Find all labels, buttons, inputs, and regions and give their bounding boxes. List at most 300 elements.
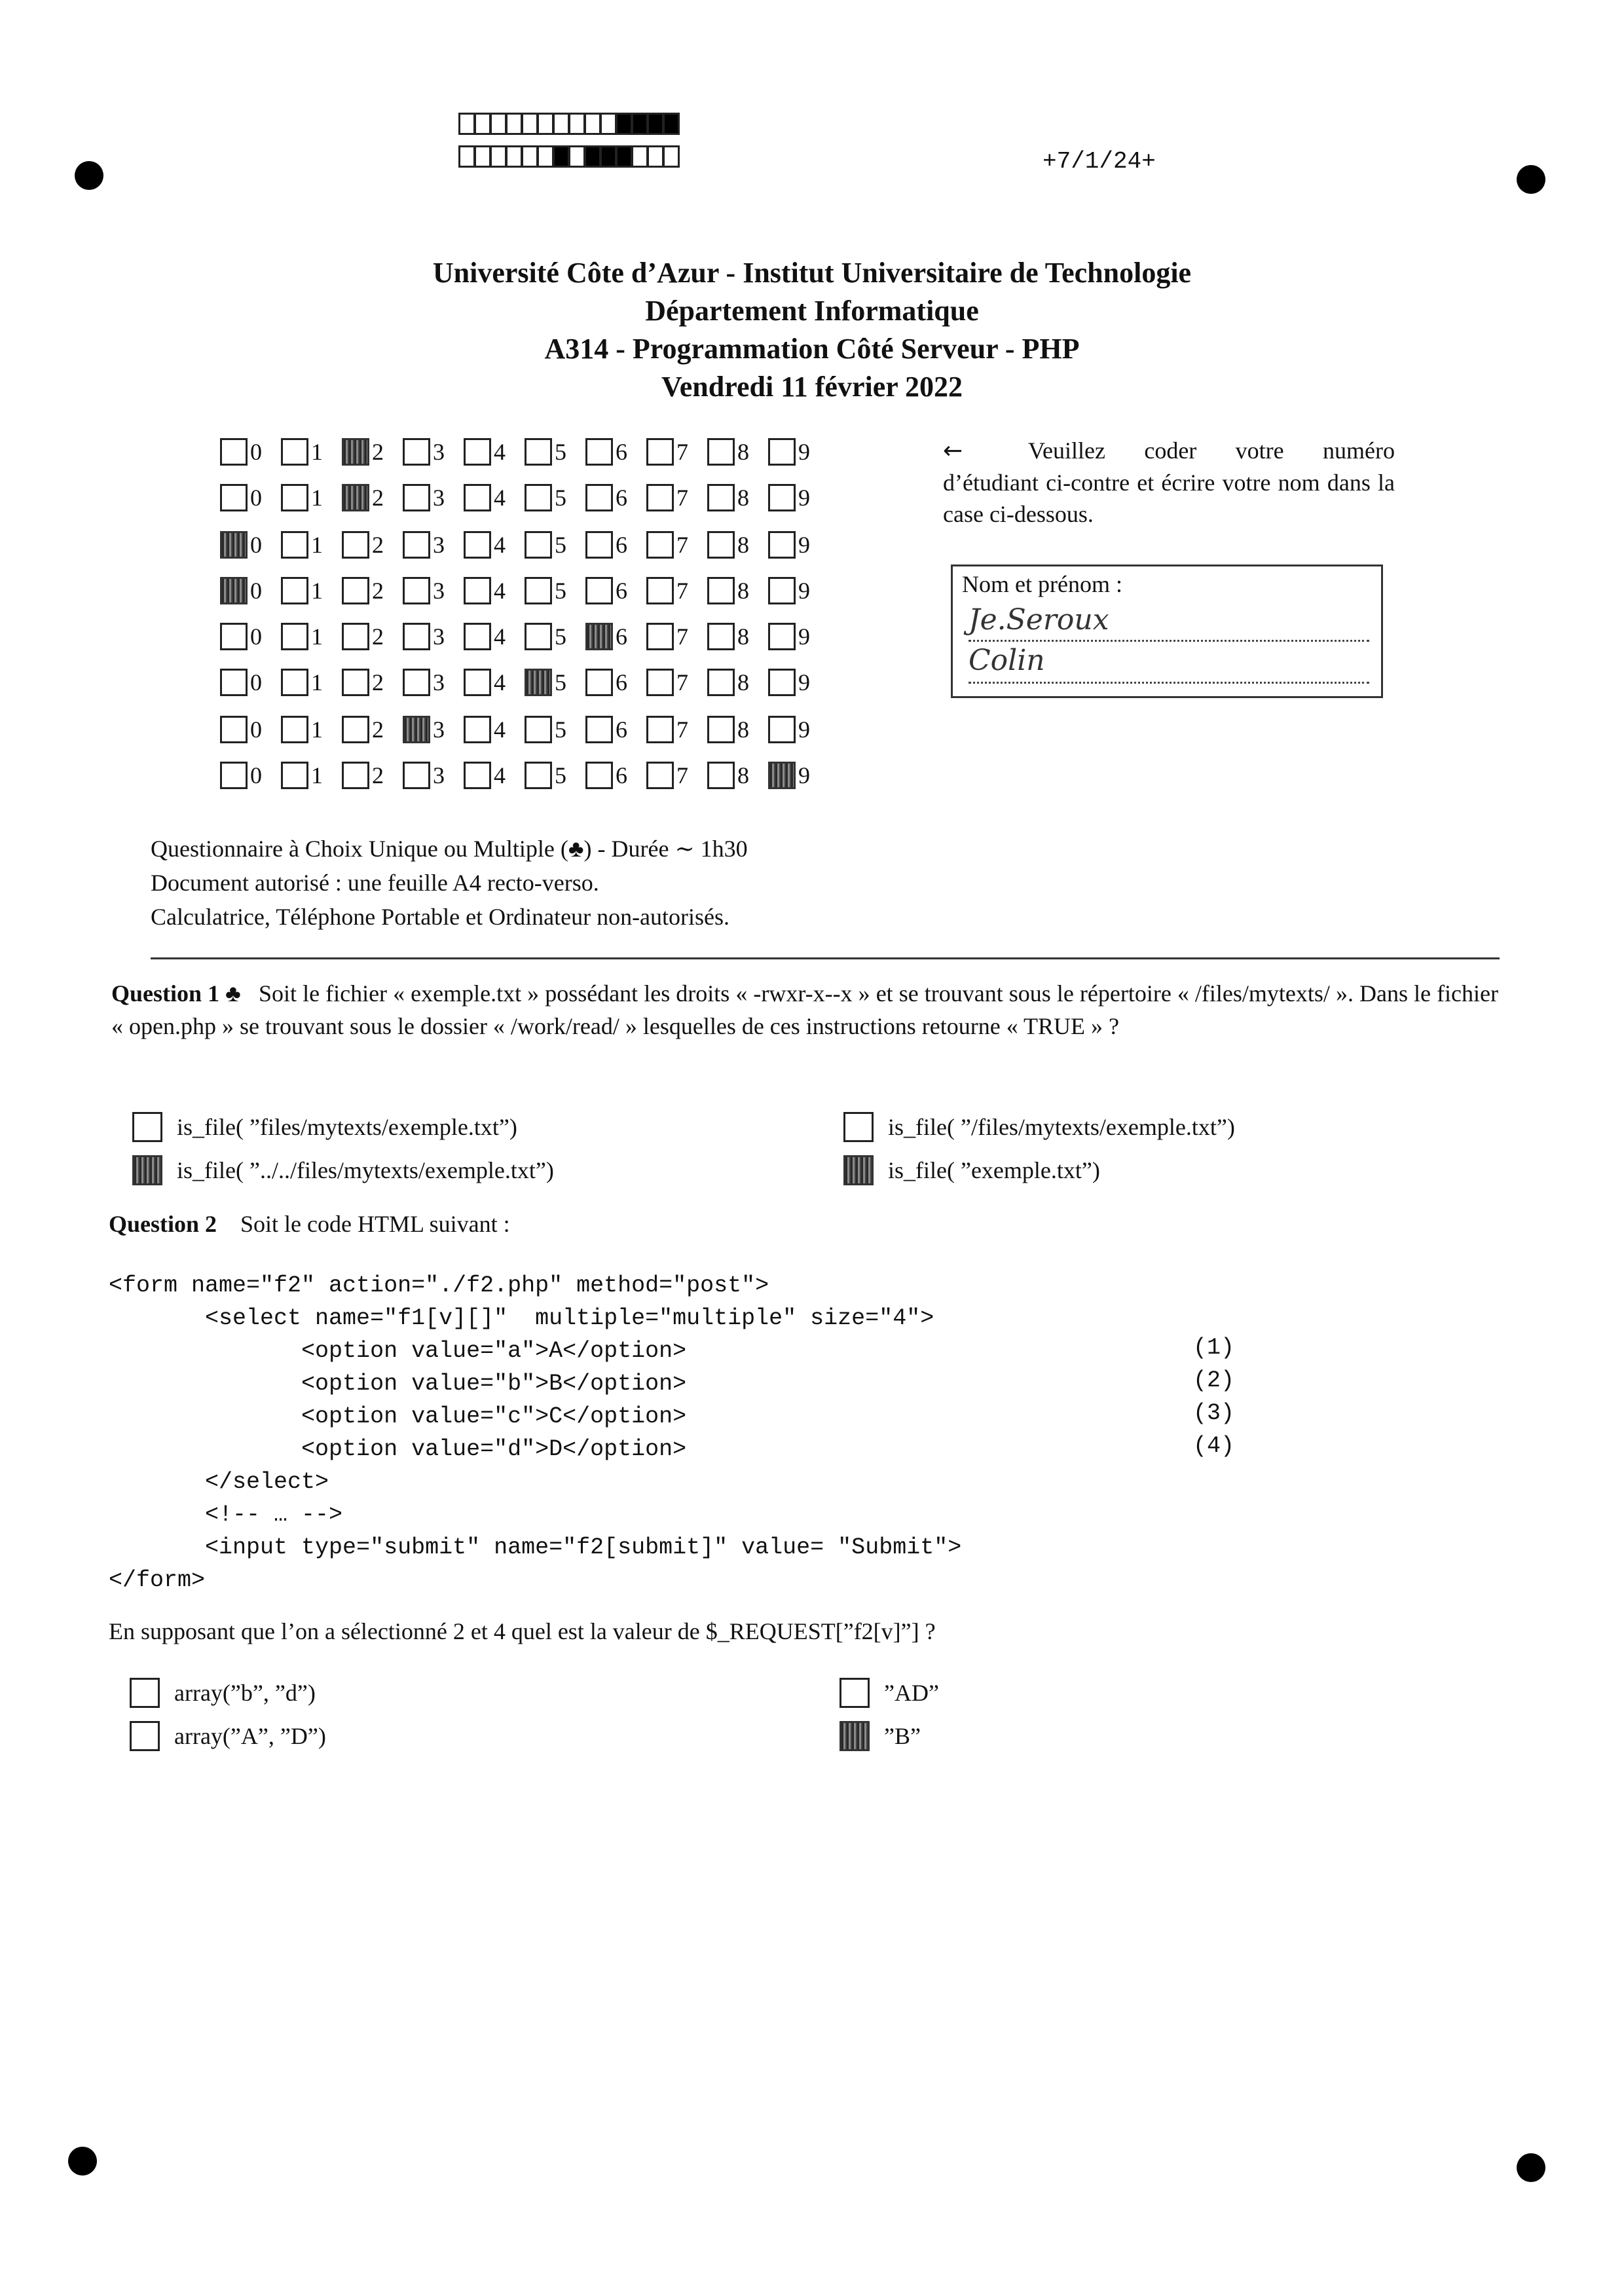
grid-option[interactable] (585, 435, 627, 469)
answer-text: ”AD” (884, 1680, 939, 1706)
grid-option[interactable] (220, 574, 262, 608)
checkbox[interactable] (707, 577, 735, 604)
barcode-cell (631, 145, 648, 168)
grid-option[interactable] (525, 435, 566, 469)
barcode-cell (537, 113, 554, 135)
checkbox[interactable] (843, 1155, 874, 1185)
barcode-cell (506, 145, 523, 168)
header-university: Université Côte d’Azur - Institut Universitaire de Technologie (432, 257, 1192, 289)
grid-option[interactable] (646, 574, 688, 608)
grid-option[interactable] (464, 620, 506, 654)
grid-option[interactable] (281, 574, 323, 608)
grid-digit-label: 7 (676, 623, 688, 650)
code-line: <form name="f2" action="./f2.php" method="post"> (109, 1272, 769, 1299)
barcode-cell (474, 113, 491, 135)
grid-option[interactable] (646, 528, 688, 562)
header-course: A314 - Programmation Côté Serveur - PHP (544, 333, 1080, 365)
grid-digit-label: 1 (311, 762, 323, 788)
grid-option[interactable] (585, 758, 627, 792)
registration-mark-top-left (75, 161, 103, 190)
checkbox[interactable] (342, 669, 369, 696)
question-2 (109, 1210, 510, 1238)
checkbox[interactable] (768, 623, 796, 650)
checkbox[interactable] (646, 577, 674, 604)
grid-option[interactable] (281, 665, 323, 699)
grid-option[interactable] (342, 574, 384, 608)
grid-digit-label: 0 (250, 623, 262, 650)
grid-option[interactable] (585, 713, 627, 747)
grid-digit-label: 7 (676, 485, 688, 511)
grid-option[interactable] (342, 528, 384, 562)
checkbox[interactable] (525, 577, 552, 604)
checkbox[interactable] (281, 716, 308, 743)
grid-option[interactable] (220, 713, 262, 747)
checkbox[interactable] (646, 531, 674, 559)
question-2-intro: Soit le code HTML suivant : (240, 1211, 510, 1237)
grid-digit-label: 2 (372, 716, 384, 743)
grid-option[interactable] (464, 665, 506, 699)
grid-option[interactable] (525, 665, 566, 699)
grid-option[interactable] (768, 713, 810, 747)
checkbox[interactable] (525, 531, 552, 559)
grid-option[interactable] (342, 481, 384, 515)
checkbox[interactable] (646, 623, 674, 650)
checkbox[interactable] (403, 623, 430, 650)
grid-option[interactable] (464, 481, 506, 515)
grid-option[interactable] (342, 713, 384, 747)
grid-digit-label: 5 (555, 532, 566, 558)
grid-option[interactable] (220, 481, 262, 515)
grid-option[interactable] (585, 665, 627, 699)
q1-answer-3[interactable] (132, 1155, 554, 1185)
grid-option[interactable] (403, 665, 445, 699)
header-department: Département Informatique (645, 295, 979, 327)
grid-option[interactable] (707, 435, 749, 469)
grid-option[interactable] (525, 528, 566, 562)
checkbox[interactable] (707, 484, 735, 511)
grid-option[interactable] (220, 528, 262, 562)
checkbox[interactable] (707, 669, 735, 696)
grid-option[interactable] (768, 620, 810, 654)
grid-digit-label: 2 (372, 623, 384, 650)
barcode-cell (490, 145, 507, 168)
grid-digit-label: 5 (555, 439, 566, 465)
grid-digit-label: 8 (737, 439, 749, 465)
grid-digit-label: 3 (433, 669, 445, 695)
grid-option[interactable] (342, 665, 384, 699)
code-line: <option value="d">D</option> (109, 1436, 687, 1462)
checkbox[interactable] (281, 762, 308, 789)
grid-digit-label: 3 (433, 439, 445, 465)
grid-option[interactable] (525, 481, 566, 515)
grid-option[interactable] (464, 713, 506, 747)
checkbox[interactable] (768, 531, 796, 559)
q2-answer-1[interactable] (130, 1678, 316, 1708)
grid-digit-label: 3 (433, 532, 445, 558)
exam-info-line-2: Document autorisé : une feuille A4 recto-verso. (151, 870, 599, 896)
grid-digit-label: 3 (433, 578, 445, 604)
exam-info-line-3: Calculatrice, Téléphone Portable et Ordinateur non-autorisés. (151, 904, 730, 930)
grid-option[interactable] (646, 665, 688, 699)
grid-option[interactable] (707, 481, 749, 515)
grid-digit-label: 9 (798, 669, 810, 695)
code-line: <option value="a">A</option> (109, 1338, 687, 1364)
barcode-cell (458, 113, 475, 135)
registration-mark-top-right (1517, 165, 1545, 194)
q1-answer-1[interactable] (132, 1112, 517, 1142)
grid-digit-label: 0 (250, 716, 262, 743)
checkbox[interactable] (464, 577, 491, 604)
checkbox[interactable] (220, 762, 248, 789)
grid-option[interactable] (342, 620, 384, 654)
answer-text: is_file( ”exemple.txt”) (888, 1157, 1100, 1183)
checkbox[interactable] (707, 623, 735, 650)
grid-digit-label: 3 (433, 762, 445, 788)
answer-text: array(”A”, ”D”) (174, 1723, 326, 1749)
grid-option[interactable] (220, 665, 262, 699)
grid-option[interactable] (464, 574, 506, 608)
grid-digit-label: 4 (494, 532, 506, 558)
exam-info-line-1: Questionnaire à Choix Unique ou Multiple (♣) - Durée ∼ 1h30 (151, 836, 748, 862)
grid-digit-label: 4 (494, 485, 506, 511)
barcode-cell (553, 145, 570, 168)
handwritten-last-name: Je.Seroux (969, 603, 1109, 637)
grid-option[interactable] (646, 481, 688, 515)
grid-digit-label: 6 (616, 578, 627, 604)
checkbox[interactable] (464, 531, 491, 559)
checkbox[interactable] (707, 438, 735, 466)
checkbox[interactable] (281, 577, 308, 604)
grid-option[interactable] (281, 620, 323, 654)
grid-digit-label: 4 (494, 716, 506, 743)
grid-option[interactable] (707, 528, 749, 562)
grid-option[interactable] (585, 620, 627, 654)
grid-option[interactable] (707, 620, 749, 654)
checkbox[interactable] (281, 484, 308, 511)
grid-option[interactable] (403, 713, 445, 747)
checkbox[interactable] (403, 716, 430, 743)
registration-mark-bottom-left (68, 2147, 97, 2176)
grid-option[interactable] (403, 574, 445, 608)
checkbox[interactable] (403, 669, 430, 696)
grid-digit-label: 7 (676, 532, 688, 558)
checkbox[interactable] (403, 484, 430, 511)
checkbox[interactable] (768, 438, 796, 466)
grid-digit-label: 1 (311, 439, 323, 465)
checkbox[interactable] (585, 438, 613, 466)
separator-line (151, 957, 1500, 959)
grid-digit-label: 3 (433, 623, 445, 650)
grid-option[interactable] (646, 758, 688, 792)
checkbox[interactable] (132, 1112, 162, 1142)
grid-digit-label: 1 (311, 716, 323, 743)
checkbox[interactable] (342, 762, 369, 789)
grid-digit-label: 9 (798, 716, 810, 743)
grid-option[interactable] (342, 435, 384, 469)
checkbox[interactable] (130, 1721, 160, 1751)
grid-digit-label: 4 (494, 578, 506, 604)
grid-digit-label: 9 (798, 762, 810, 788)
checkbox[interactable] (281, 669, 308, 696)
grid-option[interactable] (768, 435, 810, 469)
barcode-cell (553, 113, 570, 135)
checkbox[interactable] (403, 577, 430, 604)
checkbox[interactable] (403, 531, 430, 559)
barcode-cell (647, 113, 664, 135)
barcode-cell (600, 145, 617, 168)
instructions-text: Veuillez coder votre numéro d’étudiant ci-contre et écrire votre nom dans la case ci-dessous. (943, 437, 1395, 527)
barcode-cell (568, 145, 585, 168)
checkbox[interactable] (281, 623, 308, 650)
grid-option[interactable] (464, 528, 506, 562)
grid-option[interactable] (281, 435, 323, 469)
checkbox[interactable] (342, 531, 369, 559)
grid-digit-label: 8 (737, 578, 749, 604)
checkbox[interactable] (843, 1112, 874, 1142)
line-number-2: (2) (1193, 1367, 1235, 1394)
checkbox[interactable] (768, 716, 796, 743)
grid-option[interactable] (464, 758, 506, 792)
barcode-cell (616, 145, 633, 168)
grid-option[interactable] (342, 758, 384, 792)
grid-option[interactable] (768, 481, 810, 515)
grid-digit-label: 6 (616, 716, 627, 743)
grid-digit-label: 5 (555, 578, 566, 604)
line-number-4: (4) (1193, 1433, 1235, 1459)
exam-info (151, 832, 748, 934)
checkbox[interactable] (585, 716, 613, 743)
grid-option[interactable] (585, 574, 627, 608)
checkbox[interactable] (525, 484, 552, 511)
barcode-cell (616, 113, 633, 135)
grid-option[interactable] (403, 481, 445, 515)
checkbox[interactable] (840, 1721, 870, 1751)
grid-digit-label: 6 (616, 669, 627, 695)
checkbox[interactable] (707, 716, 735, 743)
grid-digit-label: 9 (798, 578, 810, 604)
grid-digit-label: 8 (737, 532, 749, 558)
checkbox[interactable] (646, 716, 674, 743)
grid-digit-label: 7 (676, 578, 688, 604)
barcode-cell (490, 113, 507, 135)
grid-digit-label: 6 (616, 762, 627, 788)
barcode-cell (663, 145, 680, 168)
grid-option[interactable] (403, 435, 445, 469)
grid-option[interactable] (525, 758, 566, 792)
q2-answer-3[interactable] (130, 1721, 326, 1751)
checkbox[interactable] (220, 531, 248, 559)
grid-option[interactable] (403, 528, 445, 562)
grid-digit-label: 3 (433, 716, 445, 743)
checkbox[interactable] (464, 716, 491, 743)
grid-option[interactable] (768, 528, 810, 562)
barcode-cell (584, 113, 601, 135)
grid-digit-label: 9 (798, 485, 810, 511)
name-box[interactable] (951, 565, 1383, 698)
grid-digit-label: 6 (616, 532, 627, 558)
answer-text: is_file( ”files/mytexts/exemple.txt”) (177, 1114, 517, 1140)
question-1-text: Soit le fichier « exemple.txt » possédant les droits « -rwxr-x--x » et se trouvant sous le répertoire « /files/mytexts/ ». Dans le fichier « open.php » se trouvant sous le dossier « /work/read/ » lesquelles de ces instructions retourne « TRUE » ? (111, 980, 1499, 1039)
checkbox[interactable] (220, 669, 248, 696)
answer-text: array(”b”, ”d”) (174, 1680, 316, 1706)
checkbox[interactable] (646, 762, 674, 789)
grid-digit-label: 4 (494, 669, 506, 695)
checkbox[interactable] (342, 577, 369, 604)
instructions (943, 435, 1395, 530)
grid-option[interactable] (403, 758, 445, 792)
grid-option[interactable] (646, 620, 688, 654)
checkbox[interactable] (220, 438, 248, 466)
grid-option[interactable] (585, 481, 627, 515)
checkbox[interactable] (768, 577, 796, 604)
checkbox[interactable] (130, 1678, 160, 1708)
checkbox[interactable] (646, 438, 674, 466)
grid-option[interactable] (403, 620, 445, 654)
checkbox[interactable] (342, 716, 369, 743)
checkbox[interactable] (585, 484, 613, 511)
grid-digit-label: 6 (616, 439, 627, 465)
grid-option[interactable] (525, 713, 566, 747)
checkbox[interactable] (220, 484, 248, 511)
grid-digit-label: 0 (250, 762, 262, 788)
grid-digit-label: 8 (737, 669, 749, 695)
q1-answer-2[interactable] (843, 1112, 1235, 1142)
grid-option[interactable] (464, 435, 506, 469)
code-line: </select> (109, 1469, 329, 1495)
checkbox[interactable] (768, 484, 796, 511)
grid-digit-label: 1 (311, 485, 323, 511)
grid-digit-label: 7 (676, 762, 688, 788)
q2-answer-2[interactable] (840, 1678, 939, 1708)
checkbox[interactable] (464, 438, 491, 466)
code-line: </form> (109, 1567, 206, 1593)
answer-text: ”B” (884, 1723, 921, 1749)
grid-option[interactable] (768, 665, 810, 699)
barcode-cell (584, 145, 601, 168)
grid-option[interactable] (220, 435, 262, 469)
grid-option[interactable] (281, 528, 323, 562)
grid-digit-label: 0 (250, 439, 262, 465)
barcode-cell (521, 145, 538, 168)
checkbox[interactable] (585, 669, 613, 696)
grid-option[interactable] (585, 528, 627, 562)
grid-digit-label: 0 (250, 669, 262, 695)
grid-option[interactable] (220, 758, 262, 792)
checkbox[interactable] (768, 762, 796, 789)
grid-option[interactable] (525, 574, 566, 608)
grid-digit-label: 5 (555, 485, 566, 511)
grid-digit-label: 1 (311, 669, 323, 695)
name-box-label: Nom et prénom : (962, 571, 1122, 597)
grid-option[interactable] (646, 435, 688, 469)
barcode-cell (521, 113, 538, 135)
question-2-text: En supposant que l’on a sélectionné 2 et 4 quel est la valeur de $_REQUEST[”f2[v]”] ? (109, 1618, 936, 1644)
checkbox[interactable] (707, 531, 735, 559)
grid-digit-label: 5 (555, 762, 566, 788)
checkbox[interactable] (403, 762, 430, 789)
grid-digit-label: 2 (372, 669, 384, 695)
checkbox[interactable] (768, 669, 796, 696)
grid-digit-label: 0 (250, 578, 262, 604)
grid-option[interactable] (707, 758, 749, 792)
q1-answer-4[interactable] (843, 1155, 1100, 1185)
barcode-cell (663, 113, 680, 135)
checkbox[interactable] (342, 438, 369, 466)
grid-option[interactable] (281, 758, 323, 792)
checkbox[interactable] (585, 762, 613, 789)
checkbox[interactable] (525, 438, 552, 466)
checkbox[interactable] (403, 438, 430, 466)
checkbox[interactable] (585, 531, 613, 559)
checkbox[interactable] (464, 762, 491, 789)
grid-option[interactable] (525, 620, 566, 654)
barcode-cell (537, 145, 554, 168)
grid-digit-label: 2 (372, 485, 384, 511)
checkbox[interactable] (646, 484, 674, 511)
checkbox[interactable] (585, 577, 613, 604)
checkbox[interactable] (707, 762, 735, 789)
checkbox[interactable] (646, 669, 674, 696)
barcode-cell (506, 113, 523, 135)
grid-option[interactable] (707, 713, 749, 747)
grid-digit-label: 3 (433, 485, 445, 511)
grid-digit-label: 8 (737, 762, 749, 788)
grid-option[interactable] (707, 574, 749, 608)
line-number-1: (1) (1193, 1335, 1235, 1361)
grid-option[interactable] (768, 574, 810, 608)
checkbox[interactable] (525, 716, 552, 743)
question-2-label: Question 2 (109, 1211, 217, 1237)
grid-digit-label: 4 (494, 762, 506, 788)
answer-text: is_file( ”../../files/mytexts/exemple.txt”) (177, 1157, 554, 1183)
q2-answer-4[interactable] (840, 1721, 921, 1751)
checkbox[interactable] (525, 623, 552, 650)
grid-option[interactable] (646, 713, 688, 747)
checkbox[interactable] (281, 531, 308, 559)
checkbox[interactable] (220, 623, 248, 650)
code-line: <option value="b">B</option> (109, 1371, 687, 1397)
checkbox[interactable] (525, 762, 552, 789)
checkbox[interactable] (840, 1678, 870, 1708)
checkbox[interactable] (464, 623, 491, 650)
grid-digit-label: 9 (798, 532, 810, 558)
checkbox[interactable] (342, 484, 369, 511)
checkbox[interactable] (464, 669, 491, 696)
grid-option[interactable] (281, 713, 323, 747)
grid-digit-label: 1 (311, 532, 323, 558)
grid-digit-label: 1 (311, 578, 323, 604)
grid-option[interactable] (220, 620, 262, 654)
checkbox[interactable] (342, 623, 369, 650)
grid-digit-label: 5 (555, 716, 566, 743)
grid-option[interactable] (768, 758, 810, 792)
checkbox[interactable] (464, 484, 491, 511)
barcode-cell (647, 145, 664, 168)
checkbox[interactable] (220, 577, 248, 604)
grid-option[interactable] (707, 665, 749, 699)
grid-option[interactable] (281, 481, 323, 515)
checkbox[interactable] (220, 716, 248, 743)
grid-digit-label: 5 (555, 669, 566, 695)
checkbox[interactable] (585, 623, 613, 650)
barcode-cell (458, 145, 475, 168)
barcode-cell (600, 113, 617, 135)
checkbox[interactable] (132, 1155, 162, 1185)
checkbox[interactable] (281, 438, 308, 466)
checkbox[interactable] (525, 669, 552, 696)
grid-digit-label: 2 (372, 439, 384, 465)
code-line: <option value="c">C</option> (109, 1403, 687, 1430)
